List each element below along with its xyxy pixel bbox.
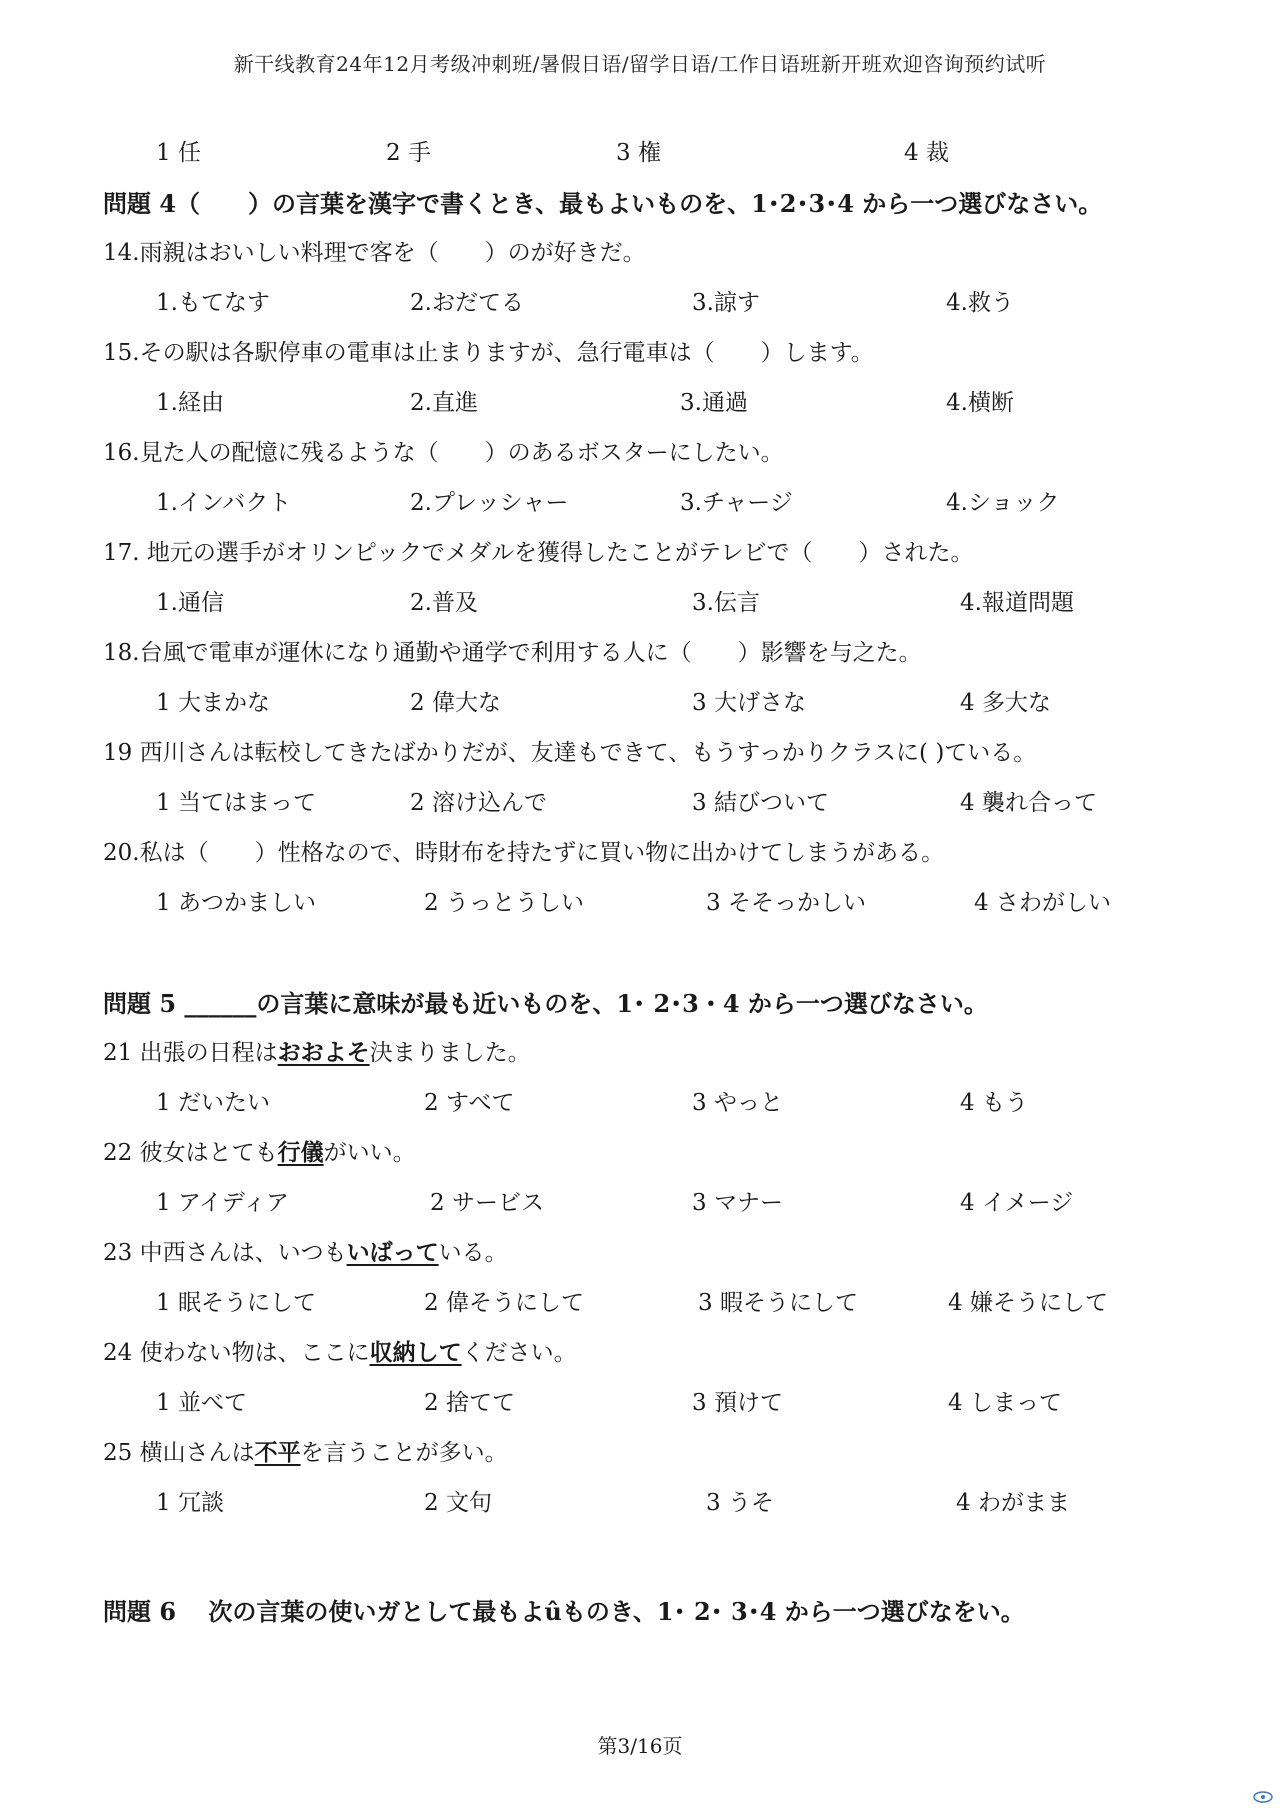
- question-22: [103, 1134, 416, 1167]
- option: 3 結びついて: [692, 790, 829, 816]
- option: 3.諒す: [692, 290, 760, 316]
- option: 3.通過: [680, 390, 748, 416]
- question-19: 19 西川さんは転校してきたばかりだが、友達もできて、もうすっかりクラスに( )ている。: [103, 740, 1037, 766]
- question-text: ください。: [461, 1340, 577, 1366]
- question-text: 23 中西さんは、いつも: [103, 1240, 347, 1266]
- section-4-title: 問題 4（ ）の言葉を漢字で書くとき、最もよいものを、1･2･3･4 から一つ選びなさい。: [103, 189, 1103, 218]
- question-text: いる。: [438, 1240, 508, 1266]
- option: 3 権: [616, 140, 661, 166]
- option: 1 当てはまって: [156, 790, 316, 816]
- option: 1 冗談: [156, 1490, 224, 1516]
- option: 2 捨てて: [424, 1390, 515, 1416]
- option: 3.チャージ: [680, 490, 793, 516]
- option: 4.横断: [946, 390, 1014, 416]
- option: 3 マナー: [692, 1190, 783, 1216]
- option: 1 だいたい: [156, 1090, 270, 1116]
- question-25: [103, 1434, 508, 1467]
- option: 2 すべて: [424, 1090, 515, 1116]
- underlined-word: 不平: [254, 1439, 301, 1466]
- option: 1 並べて: [156, 1390, 247, 1416]
- option: 1 大まかな: [156, 690, 270, 716]
- question-text: 24 使わない物は、ここに: [103, 1340, 370, 1366]
- question-15: 15.その駅は各駅停車の電車は止まりますが、急行電車は（ ）します。: [103, 340, 874, 366]
- question-17: 17. 地元の選手がオリンピックでメダルを獲得したことがテレビで（ ）された。: [103, 540, 974, 566]
- question-21: [103, 1034, 531, 1067]
- watermark-logo-icon: [1252, 1790, 1274, 1804]
- page-number: 第3/16页: [597, 1734, 683, 1758]
- question-text: 25 横山さんは: [103, 1440, 255, 1466]
- option: 1 アイディア: [156, 1190, 290, 1216]
- question-18: 18.台風で電車が運休になり通勤や通学で利用する人に（ ）影響を与之た。: [103, 640, 922, 666]
- underlined-word: いばって: [346, 1239, 439, 1266]
- question-16: 16.見た人の配憶に残るような（ ）のあるボスターにしたい。: [103, 440, 784, 466]
- option: 3 そそっかしい: [706, 890, 866, 916]
- option: 4 わがまま: [956, 1490, 1070, 1516]
- question-20: 20.私は（ ）性格なので、時財布を持たずに買い物に出かけてしまうがある。: [103, 840, 945, 866]
- option: 3 うそ: [706, 1490, 774, 1516]
- question-text: を言うことが多い。: [300, 1440, 508, 1466]
- underlined-word: 収納して: [369, 1339, 462, 1366]
- option: 3 大げさな: [692, 690, 806, 716]
- option: 1 任: [156, 140, 201, 166]
- option: 3 暇そうにして: [698, 1290, 858, 1316]
- underlined-word: 行儀: [277, 1139, 324, 1166]
- option: 4 多大な: [960, 690, 1051, 716]
- section-5-title: 問題 5 ______の言葉に意味が最も近いものを、1･ 2･3・4 から一つ選びなさい。: [103, 989, 988, 1018]
- option: 1.経由: [156, 390, 224, 416]
- question-23: [103, 1234, 508, 1267]
- question-text: 21 出張の日程は: [103, 1040, 278, 1066]
- page-header: 新干线教育24年12月考级冲刺班/暑假日语/留学日语/工作日语班新开班欢迎咨询预约试听: [233, 52, 1047, 76]
- option: 4 裁: [904, 140, 949, 166]
- option: 4.報道問題: [960, 590, 1074, 616]
- question-14: 14.雨親はおいしい料理で客を（ ）のが好きだ。: [103, 240, 646, 266]
- option: 4.救う: [946, 290, 1014, 316]
- option: 2 溶け込んで: [410, 790, 547, 816]
- option: 4 嫌そうにして: [948, 1290, 1108, 1316]
- option: 3.伝言: [692, 590, 760, 616]
- option: 2 うっとうしい: [424, 890, 584, 916]
- option: 3 預けて: [692, 1390, 783, 1416]
- option: 2.プレッシャー: [410, 490, 569, 516]
- option: 2 偉そうにして: [424, 1290, 584, 1316]
- question-text: 決まりました。: [369, 1040, 531, 1066]
- option: 2 文句: [424, 1490, 492, 1516]
- option: 2 偉大な: [410, 690, 501, 716]
- option: 1.インバクト: [156, 490, 292, 516]
- option: 2 手: [386, 140, 431, 166]
- option: 4.ショック: [946, 490, 1060, 516]
- option: 3 やっと: [692, 1090, 783, 1116]
- option: 1 眠そうにして: [156, 1290, 316, 1316]
- option: 4 襲れ合って: [960, 790, 1097, 816]
- option: 4 もう: [960, 1090, 1028, 1116]
- option: 4 さわがしい: [974, 890, 1111, 916]
- option: 1 あつかましい: [156, 890, 316, 916]
- section-6-title: 問題 6 次の言葉の使いガとして最もよûものき、1･ 2･ 3･4 から一つ選びなをい。: [103, 1597, 1025, 1626]
- option: 2.おだてる: [410, 290, 524, 316]
- option: 2 サービス: [430, 1190, 544, 1216]
- option: 4 イメージ: [960, 1190, 1074, 1216]
- option: 4 しまって: [948, 1390, 1062, 1416]
- underlined-word: おおよそ: [277, 1039, 370, 1066]
- question-24: [103, 1334, 577, 1367]
- question-text: 22 彼女はとても: [103, 1140, 278, 1166]
- question-text: がいい。: [323, 1140, 416, 1166]
- option: 2.普及: [410, 590, 478, 616]
- option: 1.もてなす: [156, 290, 270, 316]
- option: 2.直進: [410, 390, 478, 416]
- option: 1.通信: [156, 590, 224, 616]
